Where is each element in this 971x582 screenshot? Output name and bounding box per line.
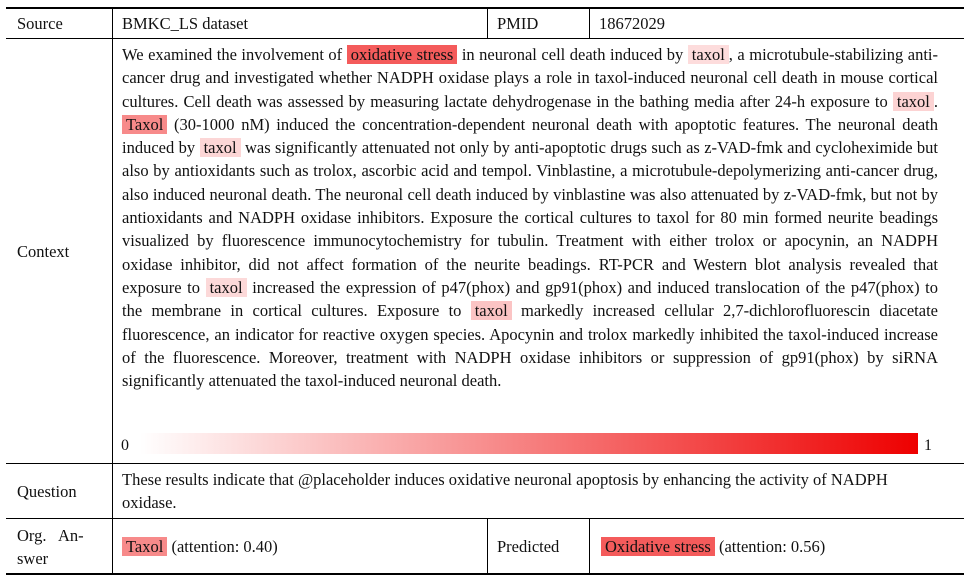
attention-highlight: oxidative stress [347, 45, 458, 64]
column-divider-predicted-left [487, 519, 488, 574]
table-bottom-rule [6, 573, 964, 575]
attention-scale-bar [140, 433, 918, 454]
column-divider-predicted-right [589, 519, 590, 574]
original-answer-highlight: Taxol [122, 537, 167, 556]
context-segment: was significantly attenuated not only by anti-apoptotic drugs such as z-VAD-fmk and cycloheximide but also by antioxidants such as trolox, ascorbic acid and tempol. Vinblastine, a microtubule-depolymerizing anti-cancer drug, also induced neuronal death. The neuronal cell death induced by vinblastine was also attenuated by z-VAD-fmk, but not by antioxidants and NADPH oxidase inhibitors. Exposure the cortical cultures to taxol for 80 min formed neurite beadings visualized by fluorescence immunocytochemistry for tubulin. Treatment with either trolox or apocynin, an NADPH oxidase inhibitor, did not affect formation of the neurite beadings. RT-PCR and Western blot analysis revealed that exposure to [122, 138, 939, 297]
context-passage [122, 43, 938, 392]
attention-highlight: taxol [688, 45, 729, 64]
attention-highlight: taxol [206, 278, 247, 297]
row-divider-question [6, 518, 964, 519]
row-divider-context [6, 463, 964, 464]
answer-label-line2: swer [17, 549, 49, 569]
dataset-name: BMKC_LS dataset [122, 14, 249, 33]
column-divider-pmid-left [487, 8, 488, 39]
context-segment: markedly increased cellular 2,7-dichlorofluorescin diacetate fluorescence, an indicator for reactive oxygen species. Apocynin and trolox markedly inhibited the taxol-induced increase of the fluorescence. Moreover, treatment with NADPH oxidase inhibitors or suppression of gp91(phox) by siRNA significantly attenuated the taxol-induced neuronal death. [122, 301, 938, 391]
pmid-label: PMID [497, 14, 539, 33]
answer-label [17, 524, 103, 571]
table-top-rule [6, 7, 964, 9]
original-answer-attention: (attention: 0.40) [167, 537, 278, 556]
predicted-label: Predicted [497, 537, 560, 556]
column-divider-pmid-right [589, 8, 590, 39]
context-text [122, 43, 938, 392]
attention-scale-min: 0 [121, 437, 129, 454]
predicted-answer-attention: (attention: 0.56) [714, 537, 826, 556]
attention-highlight: taxol [471, 301, 512, 320]
context-segment: (30-1000 nM) induced the concentration-dependent neuronal death with apoptotic features. The neuronal death induced by [122, 114, 938, 158]
original-answer [122, 535, 278, 558]
question-label: Question [17, 482, 77, 501]
predicted-answer-highlight: Oxidative stress [601, 537, 715, 556]
column-divider-label [112, 8, 113, 574]
pmid-value: 18672029 [599, 14, 665, 33]
context-segment: We examined the involvement of [122, 45, 347, 64]
attention-highlight: Taxol [122, 115, 167, 134]
context-label: Context [17, 242, 70, 261]
source-label: Source [17, 14, 63, 33]
predicted-answer [601, 535, 825, 558]
answer-label-line1: Org. An- [17, 526, 84, 545]
context-segment: increased the expression of p47(phox) and gp91(phox) and induced translocation of the p47(phox) to the membrane in cortical cultures. Exposure to [122, 277, 938, 321]
context-segment: . [933, 91, 938, 111]
attention-scale-max: 1 [924, 437, 932, 454]
context-segment: in neuronal cell death induced by [457, 45, 688, 64]
row-divider-source [6, 38, 964, 39]
question-text: These results indicate that @placeholder induces oxidative neuronal apoptosis by enhancing the activity of NADPH oxidase. [122, 470, 888, 513]
context-segment: , a microtubule-stabilizing anti-cancer drug and investigated whether NADPH oxidase plays a role in taxol-induced neuronal cell death in mouse cortical cultures. Cell death was assessed by measuring lactate dehydrogenase in the bathing media after 24-h exposure to [122, 45, 938, 111]
attention-highlight: taxol [200, 138, 241, 157]
attention-highlight: taxol [893, 92, 934, 111]
